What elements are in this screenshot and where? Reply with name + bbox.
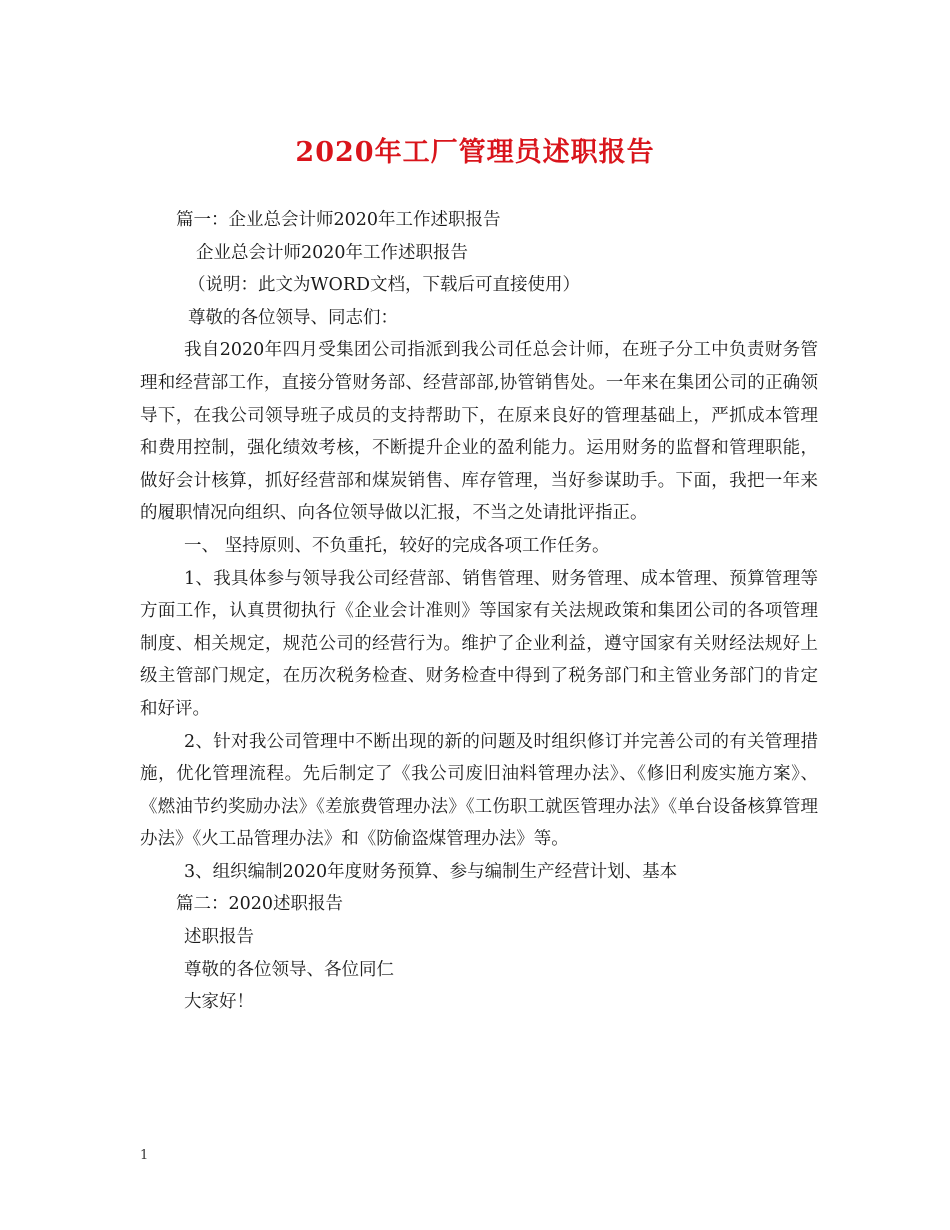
report-title-line: 述职报告 [184,927,254,948]
document-body [140,204,818,1019]
paragraph-1: 1、我具体参与领导我公司经营部、销售管理、财务管理、成本管理、预算管理等方面工作，认真贯彻执行《企业会计准则》等国家有关法规政策和集团公司的各项管理制度、相关规定，规范公司的经营行为。维护了企业利益，遵守国家有关财经法规好上级主管部门规定，在历次税务检查、财务检查中得到了税务部门和主管业务部门的肯定和好评。 [140,568,818,719]
document-title: 2020年工厂管理员述职报告 [295,137,655,168]
note-line: （说明：此文为WORD文档，下载后可直接使用） [188,275,581,296]
subtitle-line: 企业总会计师2020年工作述职报告 [196,242,469,263]
heading-one: 一、 坚持原则、不负重托，较好的完成各项工作任务。 [184,535,610,556]
greeting-line: 大家好！ [184,992,254,1013]
page-number: 1 [140,1148,149,1163]
paragraph-intro: 我自2020年四月受集团公司指派到我公司任总会计师，在班子分工中负责财务管理和经营部工作，直接分管财务部、经营部部,协管销售处。一年来在集团公司的正确领导下，在我公司领导班子成员的支持帮助下，在原来良好的管理基础上，严抓成本管理和费用控制，强化绩效考核，不断提升企业的盈利能力。运用财务的监督和管理职能，做好会计核算，抓好经营部和煤炭销售、库存管理，当好参谋助手。下面，我把一年来的履职情况向组织、向各位领导做以汇报，不当之处请批评指正。 [140,340,818,524]
paragraph-3: 3、组织编制2020年度财务预算、参与编制生产经营计划、基本 [184,861,678,882]
paragraph-2: 2、针对我公司管理中不断出现的新的问题及时组织修订并完善公司的有关管理措施，优化管理流程。先后制定了《我公司废旧油料管理办法》、《修旧利废实施方案》、《燃油节约奖励办法》《差旅费管理办法》《工伤职工就医管理办法》《单台设备核算管理办法》《火工品管理办法》和《防偷盗煤管理办法》等。 [140,731,818,850]
section-heading-2: 篇二：2020述职报告 [176,894,344,915]
salutation-line: 尊敬的各位领导、同志们： [188,307,398,328]
section-heading-1: 篇一：企业总会计师2020年工作述职报告 [176,210,501,230]
salutation-line-2: 尊敬的各位领导、各位同仁 [184,959,394,980]
